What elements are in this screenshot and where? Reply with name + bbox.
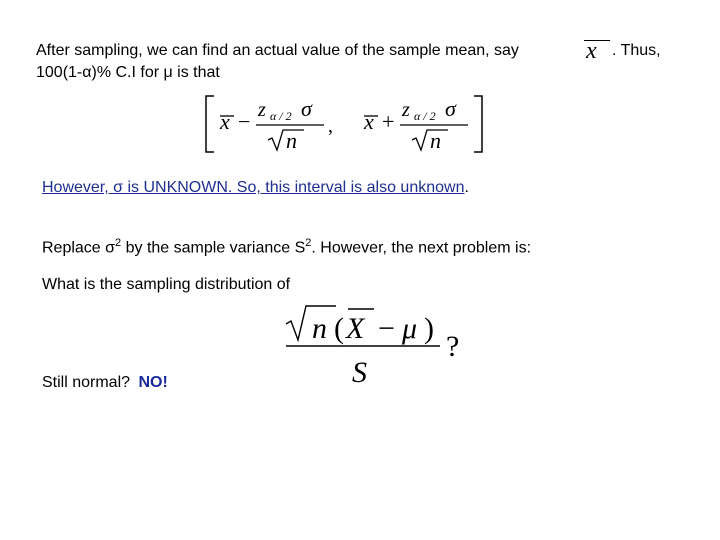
replace-sup-2: 2 xyxy=(305,237,312,249)
z-left: z xyxy=(258,99,266,121)
left-bracket xyxy=(206,96,214,152)
answer-label: Still normal? xyxy=(42,374,131,391)
minus-sign: − xyxy=(238,109,251,134)
stat-question-mark: ? xyxy=(446,330,460,363)
xbar-inline-symbol xyxy=(582,36,612,64)
comma: , xyxy=(328,115,333,137)
replace-text-b: by the sample variance S xyxy=(121,239,306,257)
replace-sup-1: 2 xyxy=(115,237,122,249)
sigma-right: σ xyxy=(445,96,456,121)
stat-open-paren: ( xyxy=(334,312,344,345)
alpha-sub-right: α / 2 xyxy=(414,109,436,123)
x-left: x xyxy=(220,109,230,134)
question-text: What is the sampling distribution of xyxy=(42,276,291,293)
stat-mu: μ xyxy=(402,312,418,345)
intro-line-2: 100(1-α)% C.I for μ is that xyxy=(36,64,220,81)
stat-minus: − xyxy=(378,312,395,345)
warning-line xyxy=(42,177,469,199)
plus-sign: + xyxy=(382,109,395,134)
stat-close-paren: ) xyxy=(424,312,434,345)
answer-line xyxy=(42,372,168,394)
stat-xbar: X xyxy=(346,312,365,345)
intro-text-b: . Thus, xyxy=(612,42,661,59)
stat-s: S xyxy=(352,356,367,389)
alpha-sub-left: α / 2 xyxy=(270,109,292,123)
right-bracket xyxy=(474,96,482,152)
unknown-warning-link[interactable]: However, σ is UNKNOWN. So, this interval is also unknown xyxy=(42,179,465,196)
stat-n: n xyxy=(312,312,327,345)
intro-text-a: After sampling, we can find an actual value of the sample mean, say xyxy=(36,42,519,59)
intro-line-1 xyxy=(36,40,519,62)
interval-formula xyxy=(200,92,490,158)
statistic-formula xyxy=(282,296,472,392)
warning-period: . xyxy=(464,179,469,196)
n-right: n xyxy=(430,128,441,153)
replace-text-c: . However, the next problem is: xyxy=(311,239,532,257)
sigma-left: σ xyxy=(301,96,312,121)
replace-text-a: Replace σ xyxy=(42,239,116,257)
x-right: x xyxy=(364,109,374,134)
n-left: n xyxy=(286,128,297,153)
z-right: z xyxy=(402,99,410,121)
answer-value: NO! xyxy=(138,374,168,391)
replace-line xyxy=(42,232,531,259)
xbar-letter: x xyxy=(586,38,597,64)
sqrt-symbol xyxy=(286,306,336,340)
